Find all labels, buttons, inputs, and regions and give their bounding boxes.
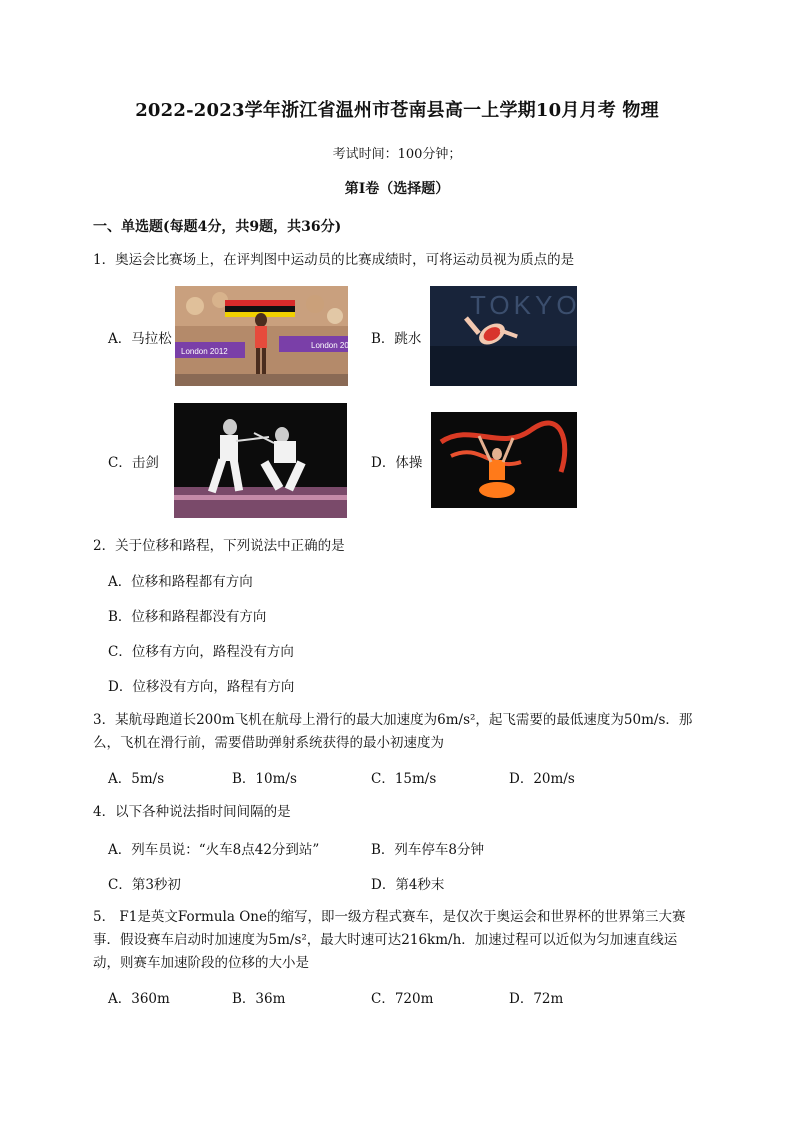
question-2-option-c: C．位移有方向，路程没有方向 [108, 644, 294, 660]
question-1-option-d: D．体操 [371, 455, 423, 471]
question-3-option-b: B．10m/s [232, 771, 297, 787]
question-5-option-a: A．360m [108, 991, 170, 1007]
fencing-photo [174, 403, 347, 518]
question-1-option-b: B．跳水 [371, 331, 422, 347]
question-3-option-a: A．5m/s [108, 771, 165, 787]
question-2-option-b: B．位移和路程都没有方向 [108, 609, 267, 625]
question-3-option-d: D．20m/s [509, 771, 575, 787]
question-5-option-b: B．36m [232, 991, 286, 1007]
tokyo-sign: TOKYO [470, 290, 581, 320]
question-1-option-a: A．马拉松 [108, 331, 172, 347]
question-5-option-c: C．720m [371, 991, 434, 1007]
question-3-option-c: C．15m/s [371, 771, 437, 787]
question-3-stem: 3．某航母跑道长200m飞机在航母上滑行的最大加速度为6m/s²，起飞需要的最低速度为50m/s．那么，飞机在滑行前，需要借助弹射系统获得的最小初速度为 [93, 712, 693, 751]
question-4-stem: 4．以下各种说法指时间间隔的是 [93, 804, 291, 820]
page-title: 2022-2023学年浙江省温州市苍南县高一上学期10月月考 物理 [135, 100, 659, 121]
section-heading: 一、单选题(每题4分，共9题，共36分) [93, 219, 342, 235]
part-heading: 第I卷（选择题） [344, 181, 450, 197]
question-2-option-d: D．位移没有方向，路程有方向 [108, 679, 295, 695]
gymnastics-photo [431, 412, 577, 508]
question-1-option-c: C．击剑 [108, 455, 159, 471]
question-5-option-d: D．72m [509, 991, 564, 1007]
exam-time: 考试时间：100分钟； [332, 147, 462, 162]
question-2-option-a: A．位移和路程都有方向 [108, 574, 253, 590]
question-4-option-a: A．列车员说：“火车8点42分到站” [108, 842, 320, 858]
marathon-photo [175, 286, 358, 386]
banner-text-right: London 2012 [311, 341, 358, 350]
question-2-stem: 2．关于位移和路程，下列说法中正确的是 [93, 538, 345, 554]
question-4-option-b: B．列车停车8分钟 [371, 842, 485, 858]
question-1-stem: 1．奥运会比赛场上，在评判图中运动员的比赛成绩时，可将运动员视为质点的是 [93, 252, 575, 268]
diving-photo [430, 286, 581, 386]
question-5-stem: 5． F1是英文Formula One的缩写，即一级方程式赛车，是仅次于奥运会和世界杯的世界第三大赛事．假设赛车启动时加速度为5m/s²，最大时速可达216km/h．加速过程可以近似为匀加速直线运动，则赛车加速阶段的位移的大小是 [93, 909, 686, 971]
banner-text-left: London 2012 [181, 347, 228, 356]
question-4-option-c: C．第3秒初 [108, 877, 181, 893]
question-4-option-d: D．第4秒末 [371, 877, 445, 893]
